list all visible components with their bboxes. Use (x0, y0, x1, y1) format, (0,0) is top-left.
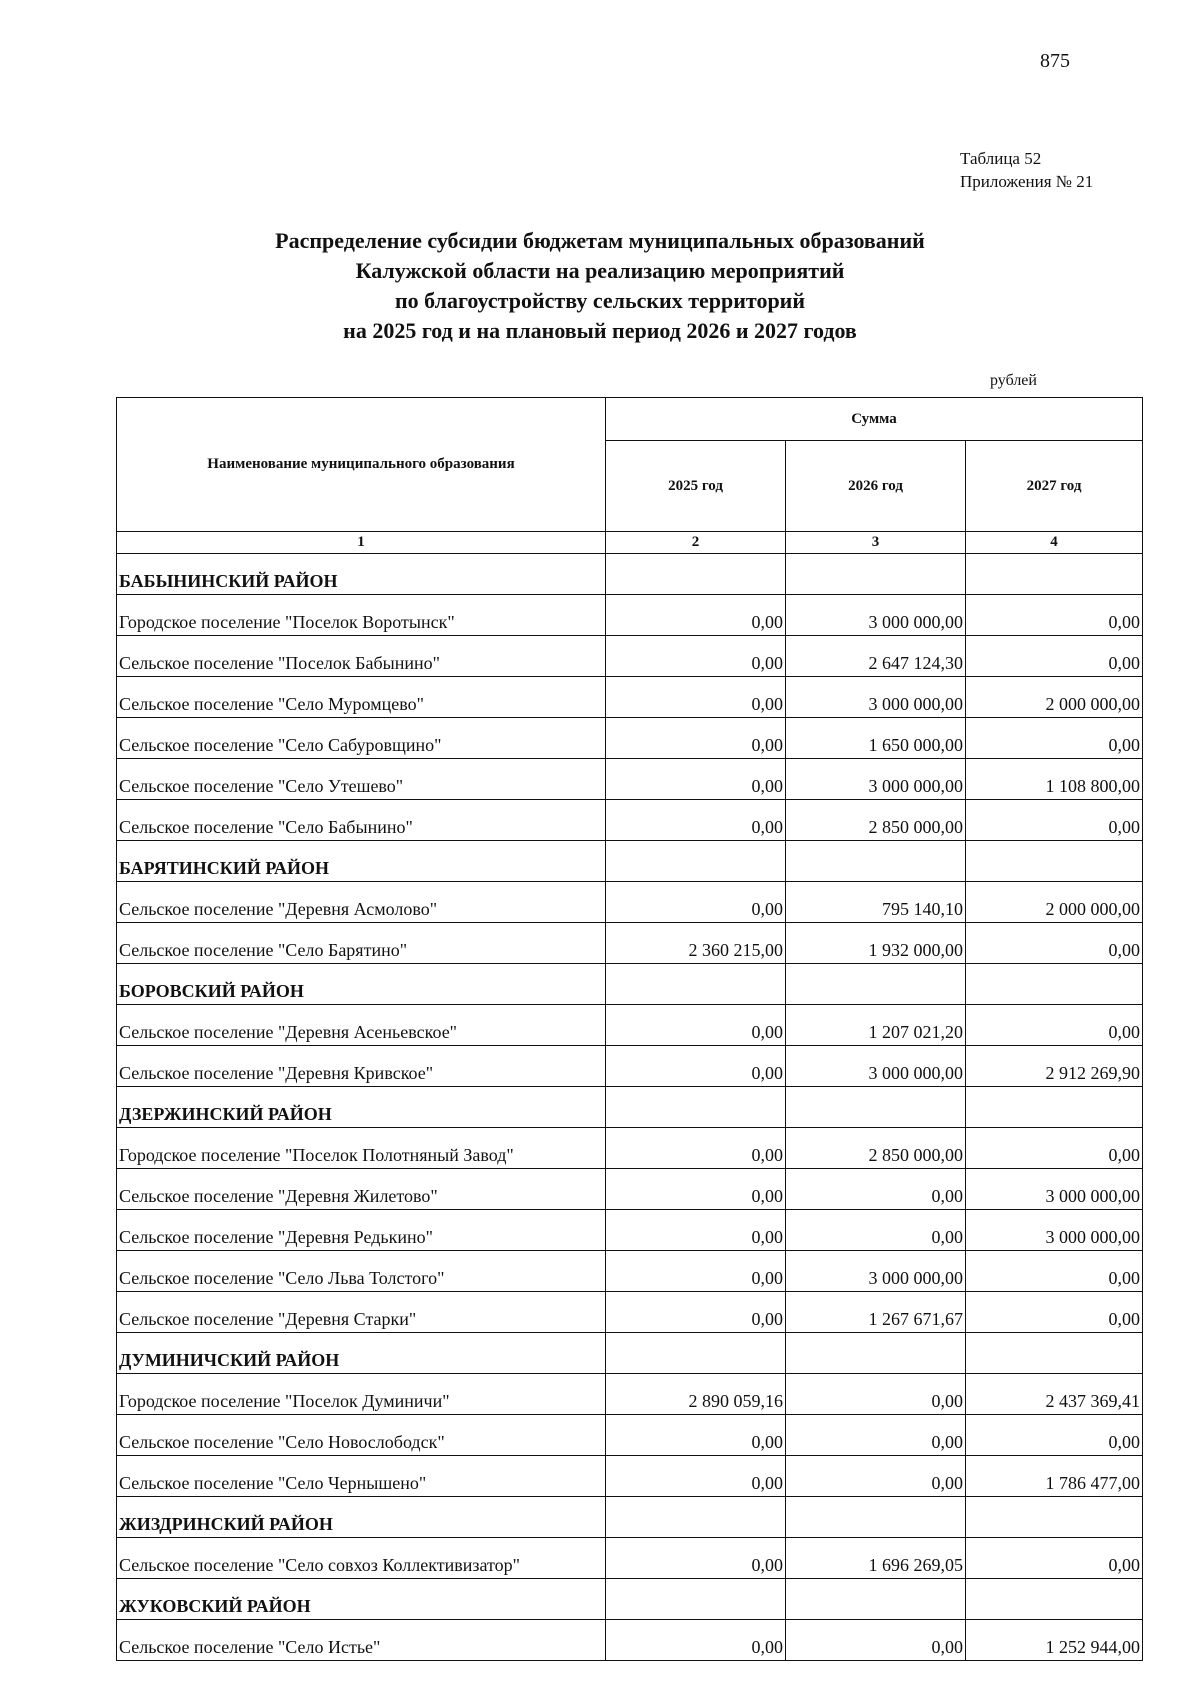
amount-2026: 3 000 000,00 (786, 1251, 966, 1292)
subsidy-table (116, 397, 1143, 1661)
municipality-name: Городское поселение "Поселок Полотняный Завод" (117, 1128, 606, 1169)
amount-2025: 0,00 (606, 759, 786, 800)
title-line-2: Калужской области на реализацию мероприятий (355, 258, 845, 283)
amount-2026: 2 850 000,00 (786, 1128, 966, 1169)
table-row (117, 800, 1143, 841)
municipality-name: Сельское поселение "Село Бабынино" (117, 800, 606, 841)
header-row-column-numbers (117, 532, 1143, 554)
amount-2026: 0,00 (786, 1415, 966, 1456)
district-name: БАРЯТИНСКИЙ РАЙОН (117, 841, 606, 882)
amount-2025: 0,00 (606, 1538, 786, 1579)
empty-cell (786, 1087, 966, 1128)
amount-2025: 0,00 (606, 718, 786, 759)
empty-cell (966, 1579, 1143, 1620)
amount-2025: 0,00 (606, 800, 786, 841)
title-line-4: на 2025 год и на плановый период 2026 и 2027 годов (343, 318, 857, 343)
amount-2027: 2 437 369,41 (966, 1374, 1143, 1415)
table-row (117, 1169, 1143, 1210)
amount-2027: 0,00 (966, 595, 1143, 636)
district-row (117, 1579, 1143, 1620)
municipality-name: Сельское поселение "Село Новослободск" (117, 1415, 606, 1456)
amount-2026: 0,00 (786, 1620, 966, 1661)
table-row (117, 677, 1143, 718)
document-title (160, 226, 1040, 346)
amount-2027: 3 000 000,00 (966, 1210, 1143, 1251)
municipality-name: Сельское поселение "Село Барятино" (117, 923, 606, 964)
amount-2027: 0,00 (966, 718, 1143, 759)
amount-2026: 1 932 000,00 (786, 923, 966, 964)
table-row (117, 1620, 1143, 1661)
municipality-name: Сельское поселение "Деревня Кривское" (117, 1046, 606, 1087)
amount-2026: 2 850 000,00 (786, 800, 966, 841)
table-row (117, 1456, 1143, 1497)
amount-2026: 1 650 000,00 (786, 718, 966, 759)
amount-2026: 1 207 021,20 (786, 1005, 966, 1046)
empty-cell (606, 841, 786, 882)
district-row (117, 1497, 1143, 1538)
amount-2027: 2 000 000,00 (966, 677, 1143, 718)
header-municipality: Наименование муниципального образования (117, 398, 606, 532)
district-name: ДЗЕРЖИНСКИЙ РАЙОН (117, 1087, 606, 1128)
amount-2026: 2 647 124,30 (786, 636, 966, 677)
municipality-name: Сельское поселение "Деревня Редькино" (117, 1210, 606, 1251)
empty-cell (606, 1087, 786, 1128)
amount-2025: 2 360 215,00 (606, 923, 786, 964)
amount-2027: 0,00 (966, 1005, 1143, 1046)
column-number: 1 (117, 532, 606, 554)
empty-cell (966, 964, 1143, 1005)
empty-cell (966, 1333, 1143, 1374)
empty-cell (786, 1579, 966, 1620)
amount-2027: 0,00 (966, 1292, 1143, 1333)
amount-2027: 1 786 477,00 (966, 1456, 1143, 1497)
table-row (117, 1128, 1143, 1169)
empty-cell (606, 1497, 786, 1538)
amount-2026: 3 000 000,00 (786, 1046, 966, 1087)
page-number: 875 (1040, 50, 1070, 72)
district-row (117, 1087, 1143, 1128)
district-row (117, 964, 1143, 1005)
amount-2025: 0,00 (606, 1415, 786, 1456)
amount-2027: 0,00 (966, 1128, 1143, 1169)
header-year-2027: 2027 год (966, 441, 1143, 532)
amount-2027: 0,00 (966, 1538, 1143, 1579)
appendix-reference-line: Приложения № 21 (960, 172, 1094, 191)
empty-cell (786, 841, 966, 882)
municipality-name: Сельское поселение "Село Чернышено" (117, 1456, 606, 1497)
header-sum: Сумма (606, 398, 1143, 441)
amount-2027: 0,00 (966, 1251, 1143, 1292)
municipality-name: Сельское поселение "Деревня Асеньевское" (117, 1005, 606, 1046)
district-row (117, 1333, 1143, 1374)
table-row (117, 636, 1143, 677)
district-name: БОРОВСКИЙ РАЙОН (117, 964, 606, 1005)
empty-cell (786, 964, 966, 1005)
municipality-name: Сельское поселение "Поселок Бабынино" (117, 636, 606, 677)
header-row-sum (117, 398, 1143, 441)
table-row (117, 923, 1143, 964)
amount-2026: 3 000 000,00 (786, 595, 966, 636)
amount-2025: 0,00 (606, 677, 786, 718)
title-line-3: по благоустройству сельских территорий (394, 288, 806, 313)
table-reference-line: Таблица 52 (960, 149, 1042, 168)
amount-2027: 0,00 (966, 800, 1143, 841)
header-year-2026: 2026 год (786, 441, 966, 532)
empty-cell (786, 554, 966, 595)
amount-2025: 0,00 (606, 1620, 786, 1661)
table-reference (960, 147, 1120, 193)
amount-2027: 0,00 (966, 1415, 1143, 1456)
municipality-name: Сельское поселение "Село Льва Толстого" (117, 1251, 606, 1292)
amount-2025: 0,00 (606, 595, 786, 636)
amount-2027: 2 912 269,90 (966, 1046, 1143, 1087)
district-name: ЖИЗДРИНСКИЙ РАЙОН (117, 1497, 606, 1538)
amount-2027: 0,00 (966, 923, 1143, 964)
municipality-name: Сельское поселение "Село совхоз Коллективизатор" (117, 1538, 606, 1579)
amount-2026: 3 000 000,00 (786, 759, 966, 800)
amount-2026: 0,00 (786, 1456, 966, 1497)
table-row (117, 759, 1143, 800)
empty-cell (966, 554, 1143, 595)
municipality-name: Сельское поселение "Село Истье" (117, 1620, 606, 1661)
amount-2025: 0,00 (606, 882, 786, 923)
district-row (117, 841, 1143, 882)
municipality-name: Сельское поселение "Деревня Старки" (117, 1292, 606, 1333)
amount-2025: 0,00 (606, 1292, 786, 1333)
municipality-name: Сельское поселение "Село Утешево" (117, 759, 606, 800)
table-row (117, 1292, 1143, 1333)
empty-cell (966, 841, 1143, 882)
municipality-name: Сельское поселение "Село Сабуровщино" (117, 718, 606, 759)
table-row (117, 882, 1143, 923)
table-row (117, 718, 1143, 759)
units-label: рублей (990, 372, 1037, 389)
amount-2025: 0,00 (606, 1128, 786, 1169)
municipality-name: Городское поселение "Поселок Воротынск" (117, 595, 606, 636)
table-row (117, 1415, 1143, 1456)
empty-cell (966, 1087, 1143, 1128)
amount-2025: 0,00 (606, 1046, 786, 1087)
district-name: ДУМИНИЧСКИЙ РАЙОН (117, 1333, 606, 1374)
municipality-name: Городское поселение "Поселок Думиничи" (117, 1374, 606, 1415)
empty-cell (966, 1497, 1143, 1538)
empty-cell (606, 1579, 786, 1620)
amount-2026: 1 696 269,05 (786, 1538, 966, 1579)
empty-cell (606, 1333, 786, 1374)
header-year-2025: 2025 год (606, 441, 786, 532)
column-number: 2 (606, 532, 786, 554)
empty-cell (606, 554, 786, 595)
amount-2025: 0,00 (606, 1005, 786, 1046)
amount-2027: 2 000 000,00 (966, 882, 1143, 923)
table-row (117, 1251, 1143, 1292)
table-row (117, 1210, 1143, 1251)
table-row (117, 595, 1143, 636)
table-row (117, 1005, 1143, 1046)
municipality-name: Сельское поселение "Село Муромцево" (117, 677, 606, 718)
column-number: 4 (966, 532, 1143, 554)
amount-2025: 0,00 (606, 636, 786, 677)
amount-2026: 795 140,10 (786, 882, 966, 923)
amount-2025: 0,00 (606, 1251, 786, 1292)
municipality-name: Сельское поселение "Деревня Жилетово" (117, 1169, 606, 1210)
district-name: БАБЫНИНСКИЙ РАЙОН (117, 554, 606, 595)
table-row (117, 1046, 1143, 1087)
municipality-name: Сельское поселение "Деревня Асмолово" (117, 882, 606, 923)
amount-2026: 1 267 671,67 (786, 1292, 966, 1333)
amount-2026: 3 000 000,00 (786, 677, 966, 718)
table-row (117, 1374, 1143, 1415)
empty-cell (606, 964, 786, 1005)
empty-cell (786, 1497, 966, 1538)
amount-2027: 1 108 800,00 (966, 759, 1143, 800)
amount-2025: 2 890 059,16 (606, 1374, 786, 1415)
amount-2026: 0,00 (786, 1169, 966, 1210)
amount-2025: 0,00 (606, 1169, 786, 1210)
amount-2027: 0,00 (966, 636, 1143, 677)
amount-2026: 0,00 (786, 1374, 966, 1415)
district-row (117, 554, 1143, 595)
amount-2027: 3 000 000,00 (966, 1169, 1143, 1210)
district-name: ЖУКОВСКИЙ РАЙОН (117, 1579, 606, 1620)
amount-2025: 0,00 (606, 1210, 786, 1251)
table-row (117, 1538, 1143, 1579)
amount-2027: 1 252 944,00 (966, 1620, 1143, 1661)
amount-2026: 0,00 (786, 1210, 966, 1251)
table-body (117, 554, 1143, 1661)
column-number: 3 (786, 532, 966, 554)
title-line-1: Распределение субсидии бюджетам муниципальных образований (275, 228, 925, 253)
amount-2025: 0,00 (606, 1456, 786, 1497)
empty-cell (786, 1333, 966, 1374)
